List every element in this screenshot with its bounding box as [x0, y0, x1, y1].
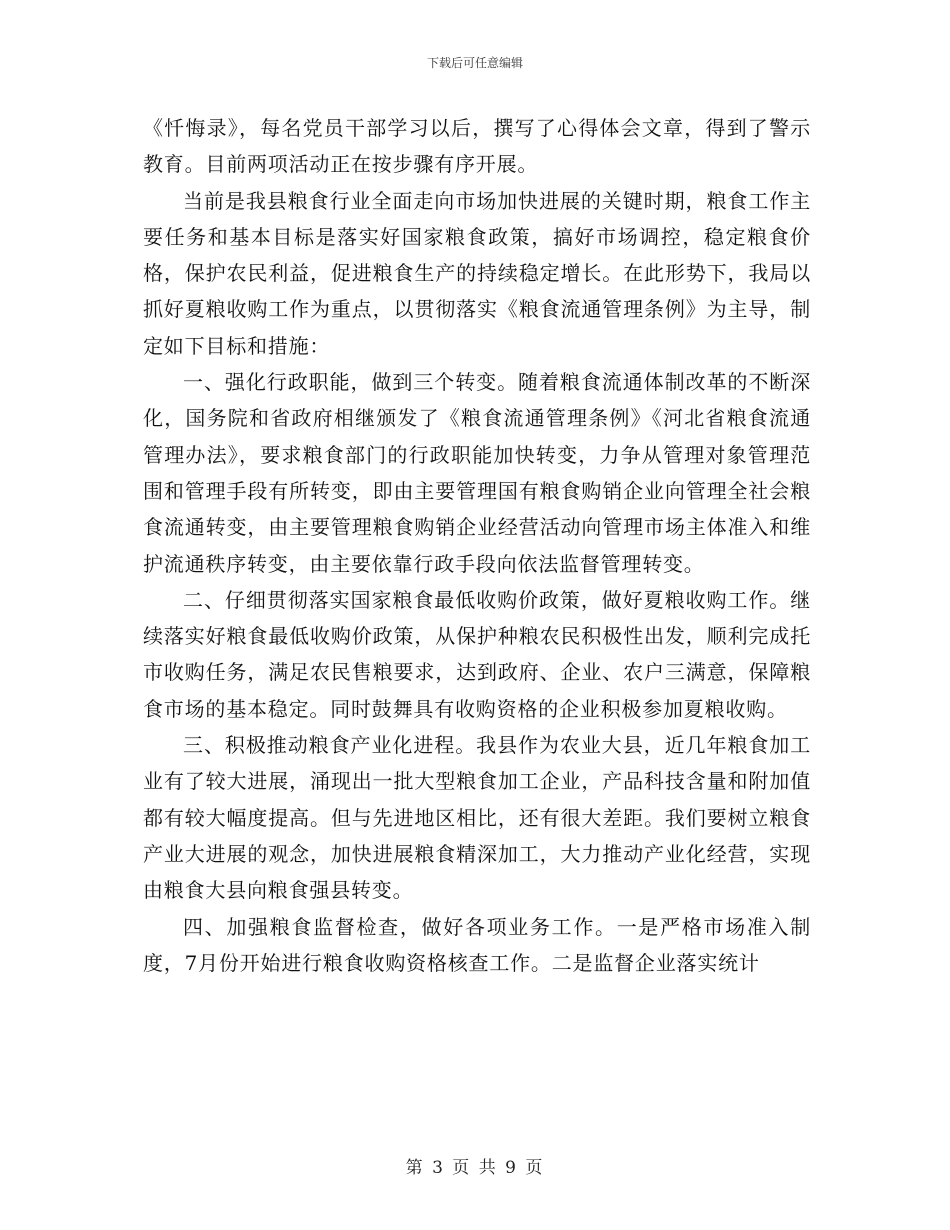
paragraph-item-3: 三、积极推动粮食产业化进程。我县作为农业大县，近几年粮食加工业有了较大进展，涌现出一批大型粮食加工企业，产品科技含量和附加值都有较大幅度提高。但与先进地区相比，还有很大差距。我们要树立粮食产业大进展的观念，加快进展粮食精深加工，大力推动产业化经营，实现由粮食大县向粮食强县转变。 — [143, 733, 811, 903]
header-note: 下载后可任意编辑 — [426, 56, 523, 70]
paragraph-intro: 当前是我县粮食行业全面走向市场加快进展的关键时期，粮食工作主要任务和基本目标是落实好国家粮食政策，搞好市场调控，稳定粮食价格，保护农民利益，促进粮食生产的持续稳定增长。在此形势下，我局以抓好夏粮收购工作为重点，以贯彻落实《粮食流通管理条例》为主导，制定如下目标和措施： — [143, 188, 811, 358]
paragraph-continuation: 《忏悔录》，每名党员干部学习以后，撰写了心得体会文章，得到了警示教育。目前两项活动正在按步骤有序开展。 — [143, 116, 811, 177]
document-body — [143, 110, 811, 981]
page-number: 第 3 页 共 9 页 — [405, 1158, 545, 1178]
paragraph-item-1: 一、强化行政职能，做到三个转变。随着粮食流通体制改革的不断深化，国务院和省政府相继颁发了《粮食流通管理条例》《河北省粮食流通管理办法》，要求粮食部门的行政职能加快转变，力争从管理对象管理范围和管理手段有所转变，即由主要管理国有粮食购销企业向管理全社会粮食流通转变，由主要管理粮食购销企业经营活动向管理市场主体准入和维护流通秩序转变，由主要依靠行政手段向依法监督管理转变。 — [143, 370, 811, 576]
paragraph-item-4: 四、加强粮食监督检查，做好各项业务工作。一是严格市场准入制度，7月份开始进行粮食收购资格核查工作。二是监督企业落实统计 — [143, 914, 811, 975]
paragraph-item-2: 二、仔细贯彻落实国家粮食最低收购价政策，做好夏粮收购工作。继续落实好粮食最低收购价政策，从保护种粮农民积极性出发，顺利完成托市收购任务，满足农民售粮要求，达到政府、企业、农户三满意，保障粮食市场的基本稳定。同时鼓舞具有收购资格的企业积极参加夏粮收购。 — [143, 587, 811, 721]
